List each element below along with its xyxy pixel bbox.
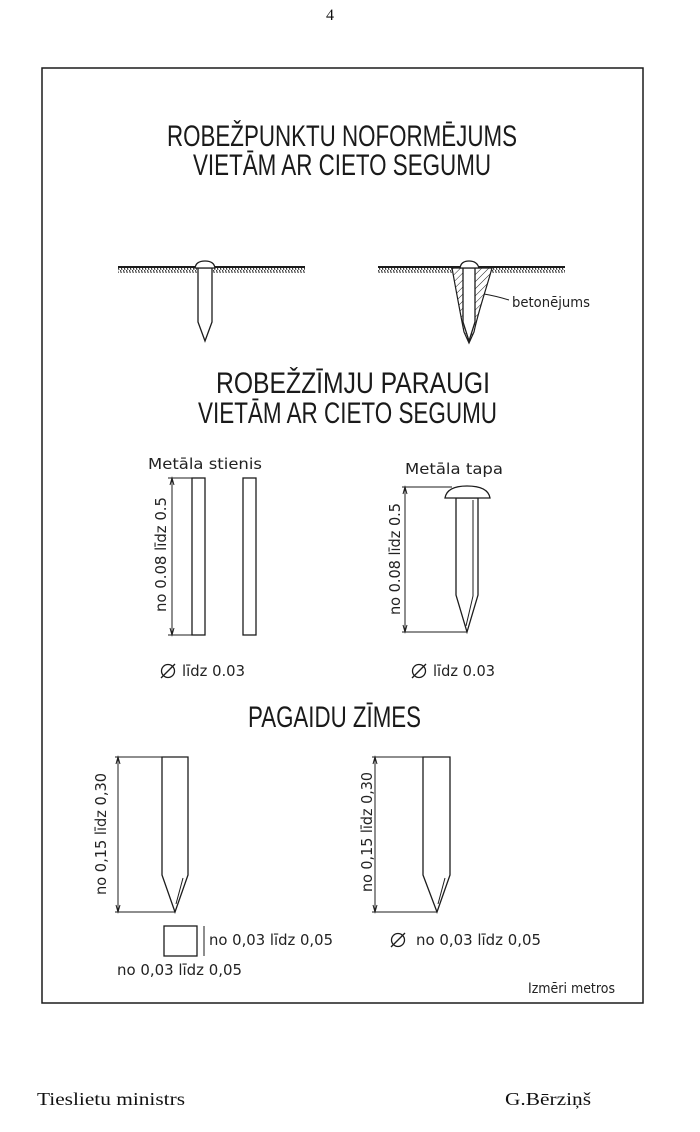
- leader-line: [484, 294, 509, 300]
- diameter-icon: [161, 664, 175, 678]
- diameter-icon: [391, 933, 405, 947]
- soil-hatch: [378, 268, 452, 273]
- pin-shaft: [456, 498, 478, 632]
- stake-cross-section: [164, 926, 197, 956]
- metal-rod-drawing: [148, 455, 262, 680]
- stake-body: [423, 757, 450, 912]
- stake-body: [162, 757, 188, 912]
- metal-pin-length: no 0.08 līdz 0.5: [386, 499, 404, 615]
- pin-in-concrete-drawing: [378, 261, 590, 343]
- pin-head: [460, 261, 479, 268]
- pin-head: [195, 261, 215, 268]
- round-stake-diameter: no 0,03 līdz 0,05: [416, 931, 541, 949]
- square-stake-side-right: no 0,03 līdz 0,05: [209, 931, 333, 949]
- pin-shaft: [198, 268, 212, 341]
- temporary-title: PAGAIDU ZĪMES: [248, 701, 421, 734]
- samples-title-line-1: ROBEŽZĪMJU PARAUGI: [216, 367, 490, 400]
- round-stake-drawing: [358, 757, 541, 949]
- round-stake-length: no 0,15 līdz 0,30: [358, 766, 376, 892]
- marking-title-line-2: VIETĀM AR CIETO SEGUMU: [193, 149, 491, 182]
- diameter-icon: [412, 664, 426, 678]
- soil-hatch: [492, 268, 565, 273]
- metal-rod-label: Metāla stienis: [148, 455, 263, 473]
- soil-hatch: [212, 268, 305, 273]
- metal-pin-drawing: [386, 460, 503, 680]
- metal-pin-label: Metāla tapa: [405, 460, 503, 478]
- samples-section: [148, 367, 503, 680]
- metal-rod-diameter: līdz 0.03: [182, 662, 245, 680]
- square-stake-drawing: [92, 757, 333, 979]
- metal-pin-diameter: līdz 0.03: [433, 662, 495, 680]
- pin-in-ground-drawing: [118, 261, 305, 341]
- square-stake-length: no 0,15 līdz 0,30: [92, 769, 110, 895]
- temporary-section: [92, 701, 615, 997]
- footer-position: Tieslietu ministrs: [37, 1089, 185, 1109]
- concrete-label: betonējums: [512, 295, 590, 311]
- rod-side-view: [192, 478, 205, 635]
- drawing-frame: [42, 68, 643, 1003]
- soil-hatch: [118, 268, 197, 273]
- rod-side-view: [243, 478, 256, 635]
- samples-title-line-2: VIETĀM AR CIETO SEGUMU: [198, 397, 497, 430]
- footer-signatory-name: G.Bērziņš: [505, 1089, 591, 1109]
- page-number: 4: [326, 7, 334, 24]
- marking-section: [118, 120, 590, 343]
- square-stake-side-bottom: no 0,03 līdz 0,05: [117, 961, 242, 979]
- marking-title-line-1: ROBEŽPUNKTU NOFORMĒJUMS: [167, 120, 517, 153]
- metal-rod-length: no 0.08 līdz 0.5: [152, 496, 170, 612]
- units-note: Izmēri metros: [528, 981, 615, 997]
- pin-dome-head: [445, 486, 490, 498]
